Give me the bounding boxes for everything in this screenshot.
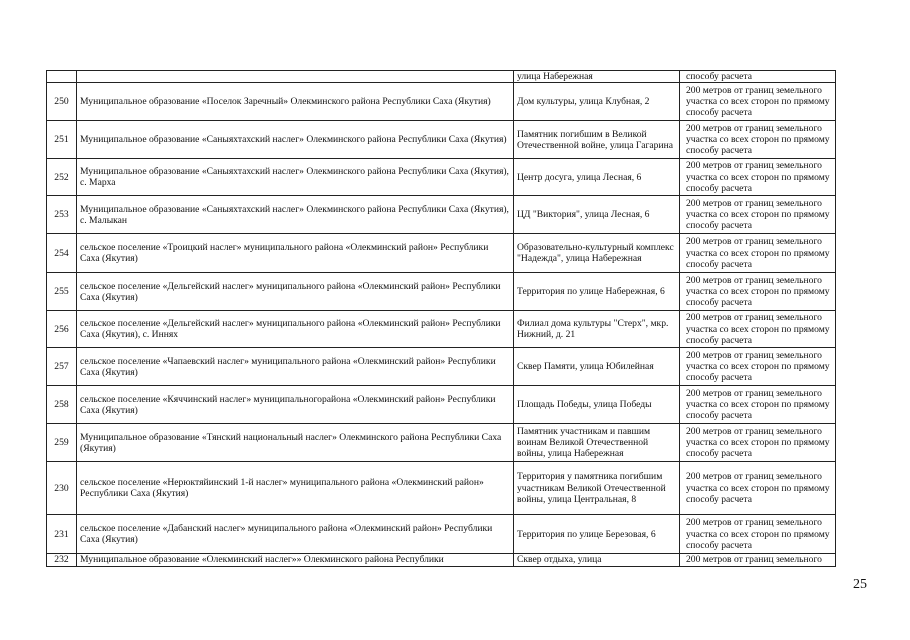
protection-zone-cell: 200 метров от границ земельного участка со всех сторон по прямому способу расчета — [680, 424, 836, 462]
object-cell: Филиал дома культуры "Стерх", мкр. Нижний, д. 21 — [514, 311, 680, 348]
row-number-cell: 258 — [47, 386, 77, 424]
municipality-cell — [77, 71, 514, 83]
row-number-cell: 232 — [47, 554, 77, 566]
object-cell: Сквер отдыха, улица — [514, 554, 680, 566]
municipality-cell: сельское поселение «Нерюктяйинский 1-й наслег» муниципального района «Олекминский район» Республики Саха (Якутия) — [77, 462, 514, 515]
document-table — [46, 70, 836, 567]
table-row — [47, 159, 836, 196]
table-row — [47, 424, 836, 462]
object-cell: Центр досуга, улица Лесная, 6 — [514, 159, 680, 196]
row-number-cell: 251 — [47, 121, 77, 159]
table-row — [47, 554, 836, 566]
municipality-cell: сельское поселение «Троицкий наслег» муниципального района «Олекминский район» Республики Саха (Якутия) — [77, 234, 514, 273]
municipality-cell: Муниципальное образование «Саныяхтахский наслег» Олекминского района Республики Саха (Якутия), с. Малыкан — [77, 196, 514, 234]
row-number-cell: 256 — [47, 311, 77, 348]
object-cell: Образовательно-культурный комплекс "Надежда", улица Набережная — [514, 234, 680, 273]
table-row — [47, 462, 836, 515]
protection-zone-cell: 200 метров от границ земельного участка со всех сторон по прямому способу расчета — [680, 311, 836, 348]
table-row — [47, 234, 836, 273]
object-cell: Дом культуры, улица Клубная, 2 — [514, 83, 680, 121]
table-row — [47, 348, 836, 386]
row-number-cell: 253 — [47, 196, 77, 234]
row-number-cell: 231 — [47, 515, 77, 554]
object-cell: Памятник погибшим в Великой Отечественной войне, улица Гагарина — [514, 121, 680, 159]
row-number-cell: 257 — [47, 348, 77, 386]
row-number-cell — [47, 71, 77, 83]
protection-zone-cell: 200 метров от границ земельного участка со всех сторон по прямому способу расчета — [680, 462, 836, 515]
protection-zone-cell: 200 метров от границ земельного участка со всех сторон по прямому способу расчета — [680, 196, 836, 234]
object-cell: Сквер Памяти, улица Юбилейная — [514, 348, 680, 386]
protection-zone-cell: 200 метров от границ земельного участка со всех сторон по прямому способу расчета — [680, 159, 836, 196]
protection-zone-cell: способу расчета — [680, 71, 836, 83]
table-row — [47, 386, 836, 424]
table-row-continuation — [47, 71, 836, 83]
object-cell: ЦД "Виктория", улица Лесная, 6 — [514, 196, 680, 234]
row-number-cell: 259 — [47, 424, 77, 462]
table-body — [47, 71, 836, 567]
object-cell: Памятник участникам и павшим воинам Великой Отечественной войны, улица Набережная — [514, 424, 680, 462]
object-cell: Территория по улице Березовая, 6 — [514, 515, 680, 554]
protection-zone-cell: 200 метров от границ земельного участка со всех сторон по прямому способу расчета — [680, 234, 836, 273]
municipality-cell: Муниципальное образование «Тянский национальный наслег» Олекминского района Республики Саха (Якутия) — [77, 424, 514, 462]
municipality-cell: сельское поселение «Кяччинский наслег» муниципальногорайона «Олекминский район» Республики Саха (Якутия) — [77, 386, 514, 424]
protection-zone-cell: 200 метров от границ земельного участка со всех сторон по прямому способу расчета — [680, 83, 836, 121]
protection-zone-cell: 200 метров от границ земельного участка со всех сторон по прямому способу расчета — [680, 121, 836, 159]
table-row — [47, 311, 836, 348]
object-cell: Территория у памятника погибшим участникам Великой Отечественной войны, улица Центральная, 8 — [514, 462, 680, 515]
row-number-cell: 230 — [47, 462, 77, 515]
municipality-cell: сельское поселение «Дельгейский наслег» муниципального района «Олекминский район» Республики Саха (Якутия), с. Иннях — [77, 311, 514, 348]
row-number-cell: 254 — [47, 234, 77, 273]
municipality-cell: сельское поселение «Дельгейский наслег» муниципального района «Олекминский район» Республики Саха (Якутия) — [77, 273, 514, 311]
municipality-cell: Муниципальное образование «Олекминский наслег»» Олекминского района Республики — [77, 554, 514, 566]
table-row — [47, 121, 836, 159]
protection-zone-cell: 200 метров от границ земельного участка со всех сторон по прямому способу расчета — [680, 273, 836, 311]
table-row — [47, 83, 836, 121]
object-cell: улица Набережная — [514, 71, 680, 83]
municipality-cell: Муниципальное образование «Саныяхтахский наслег» Олекминского района Республики Саха (Якутия), с. Марха — [77, 159, 514, 196]
protection-zone-cell: 200 метров от границ земельного — [680, 554, 836, 566]
page-number: 25 — [853, 577, 867, 592]
row-number-cell: 252 — [47, 159, 77, 196]
municipality-cell: сельское поселение «Дабанский наслег» муниципального района «Олекминский район» Республики Саха (Якутия) — [77, 515, 514, 554]
protection-zone-cell: 200 метров от границ земельного участка со всех сторон по прямому способу расчета — [680, 386, 836, 424]
table-row — [47, 273, 836, 311]
municipality-cell: Муниципальное образование «Поселок Заречный» Олекминского района Республики Саха (Якутия) — [77, 83, 514, 121]
municipality-cell: сельское поселение «Чапаевский наслег» муниципального района «Олекминский район» Республики Саха (Якутия) — [77, 348, 514, 386]
table-row — [47, 515, 836, 554]
protection-zone-cell: 200 метров от границ земельного участка со всех сторон по прямому способу расчета — [680, 515, 836, 554]
object-cell: Площадь Победы, улица Победы — [514, 386, 680, 424]
table-row — [47, 196, 836, 234]
protection-zone-cell: 200 метров от границ земельного участка со всех сторон по прямому способу расчета — [680, 348, 836, 386]
row-number-cell: 255 — [47, 273, 77, 311]
object-cell: Территория по улице Набережная, 6 — [514, 273, 680, 311]
row-number-cell: 250 — [47, 83, 77, 121]
municipality-cell: Муниципальное образование «Саныяхтахский наслег» Олекминского района Республики Саха (Якутия) — [77, 121, 514, 159]
